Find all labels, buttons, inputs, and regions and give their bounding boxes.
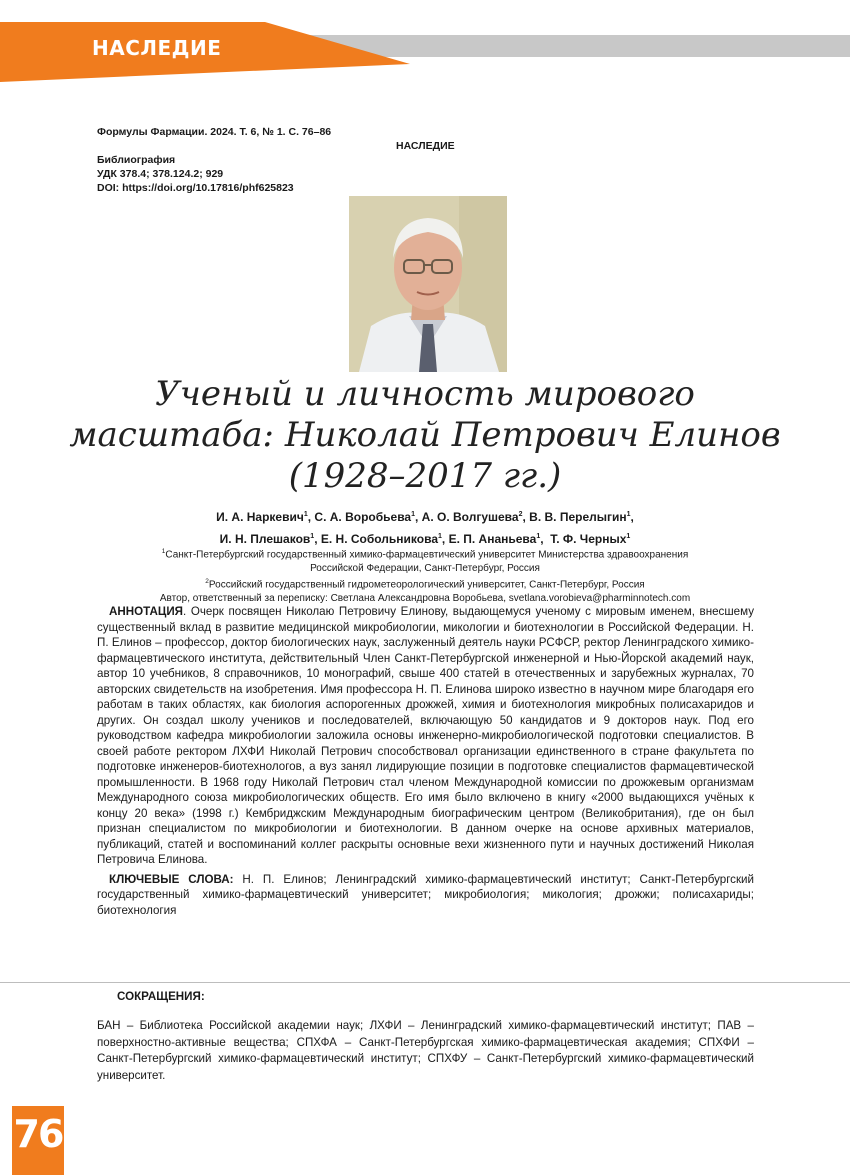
abstract-text: . Очерк посвящен Николаю Петровичу Елинову, выдающемуся ученому с мировым именем, внесшему существенный вклад в развитие медицинской микробиологии, микологии и биотехнологии в Российской Федерации. Н. П. Елинов – профессор, доктор биологических наук, заслуженный деятель науки РСФСР, ректор Ленинградского химико-фармацевтического института, действительный Член Санкт-Петербургской инженерной и Нью-Йорской академий наук, автор 10 учебников, 8 справочников, 10 монографий, свыше 400 статей в отечественных и зарубежных журналах, 70 авторских свидетельств на изобретения. Имя профессора Н. П. Елинова широко известно в научном мире благодаря его работам в таких областях, как биология аспорогенных дрожжей, химия и биотехнология микробных полисахаридов и других. Он создал школу учеников и последователей, включающую 50 кандидатов и 9 докторов наук. Под его руководством кафедра микробиологии заложила основы инженерно-микробиологической подготовки специалистов. В своей работе ректором ЛХФИ Николай Петрович способствовал организации единственного в стране факультета по подготовке инженеров-биотехнологов, а вуз занял лидирующие позиции в подготовке специалистов фармацевтической промышленности. В 1968 году Николай Петрович стал членом Международной комиссии по дрожжевым организмам Международного союза микробиологических обществ. Его имя было включено в книгу «2000 выдающихся учёных к концу 20 века» (1998 г.) Кембриджским Международным биографическим центром (Великобритания), где он был признан специалистом по микробиологии и биотехнологии. В данном очерке на основе архивных материалов, публикаций, статей и воспоминаний коллег раскрыты основные вехи жизненного пути и научных достижений Николая Петровича Елинова. xyxy=(97,605,754,866)
affiliation-2: $^2$Российский государственный гидрометеорологический университет, Санкт-Петербург, Россия xyxy=(205,578,645,591)
abstract-block xyxy=(97,604,754,918)
section-center-label: НАСЛЕДИЕ xyxy=(396,140,455,152)
author-list xyxy=(60,505,790,549)
author-name: И. А. Наркевич xyxy=(216,510,304,524)
page-number: 76 xyxy=(13,1112,63,1156)
doi-link[interactable]: DOI: https://doi.org/10.17816/phf625823 xyxy=(97,182,294,194)
affiliations xyxy=(60,545,790,606)
author-name: В. В. Перелыгин xyxy=(529,510,627,524)
abstract-label: АННОТАЦИЯ xyxy=(109,605,183,618)
abbreviations-heading: СОКРАЩЕНИЯ: xyxy=(117,990,205,1003)
divider xyxy=(0,982,850,983)
affiliation-1-cont: Российской Федерации, Санкт-Петербург, Россия xyxy=(310,562,540,574)
portrait-photo xyxy=(349,196,507,372)
author-name: Е. П. Ананьева xyxy=(448,532,537,546)
keywords-text: Н. П. Елинов; Ленинградский химико-фармацевтический институт; Санкт-Петербургский государственный химико-фармацевтический университет; микробиология; микология; дрожжи; полисахариды; биотехнология xyxy=(97,872,754,917)
abstract-paragraph xyxy=(97,604,754,868)
keywords-paragraph xyxy=(97,872,754,919)
author-name: А. О. Волгушева xyxy=(421,510,519,524)
title-line-2: масштаба: Николай Петрович Елинов xyxy=(69,415,781,455)
author-name: Т. Ф. Черных xyxy=(550,532,627,546)
article-title xyxy=(60,374,790,497)
authors-line-1: И. А. Наркевич$^1$, С. А. Воробьева$^1$, А. О. Волгушева$^2$, В. В. Перелыгин$^1$, xyxy=(216,510,634,524)
abbreviations-text: БАН – Библиотека Российской академии наук; ЛХФИ – Ленинградский химико-фармацевтический институт; ПАВ – поверхностно-активные вещества; СПХФА – Санкт-Петербургская химико-фармацевтическая академия; СПХФИ – Санкт-Петербургский химико-фармацевтический институт; СПХФУ – Санкт-Петербургский химико-фармацевтический университет. xyxy=(97,1019,754,1082)
author-name: С. А. Воробьева xyxy=(314,510,412,524)
authors-line-2: И. Н. Плешаков$^1$, Е. Н. Собольникова$^1$, Е. П. Ананьева$^1$, Т. Ф. Черных$^1$ xyxy=(219,532,631,546)
author-name: Е. Н. Собольникова xyxy=(320,532,438,546)
title-line-3: (1928–2017 гг.) xyxy=(288,456,562,496)
title-line-1: Ученый и личность мирового xyxy=(155,374,695,414)
keywords-label: КЛЮЧЕВЫЕ СЛОВА: xyxy=(109,872,234,886)
portrait-illustration xyxy=(349,196,507,372)
section-label: НАСЛЕДИЕ xyxy=(92,36,222,60)
author-name: И. Н. Плешаков xyxy=(219,532,311,546)
affiliation-1: $^1$Санкт-Петербургский государственный химико-фармацевтический университет Министерства здравоохранения xyxy=(161,548,689,561)
udk-code: УДК 378.4; 378.124.2; 929 xyxy=(97,168,224,180)
journal-citation: Формулы Фармации. 2024. Т. 6, № 1. С. 76–86 xyxy=(97,126,332,138)
article-type: Библиография xyxy=(97,154,176,166)
corresponding-author: Автор, ответственный за переписку: Светлана Александровна Воробьева, svetlana.vorobieva@pharminnotech.com xyxy=(159,593,691,605)
